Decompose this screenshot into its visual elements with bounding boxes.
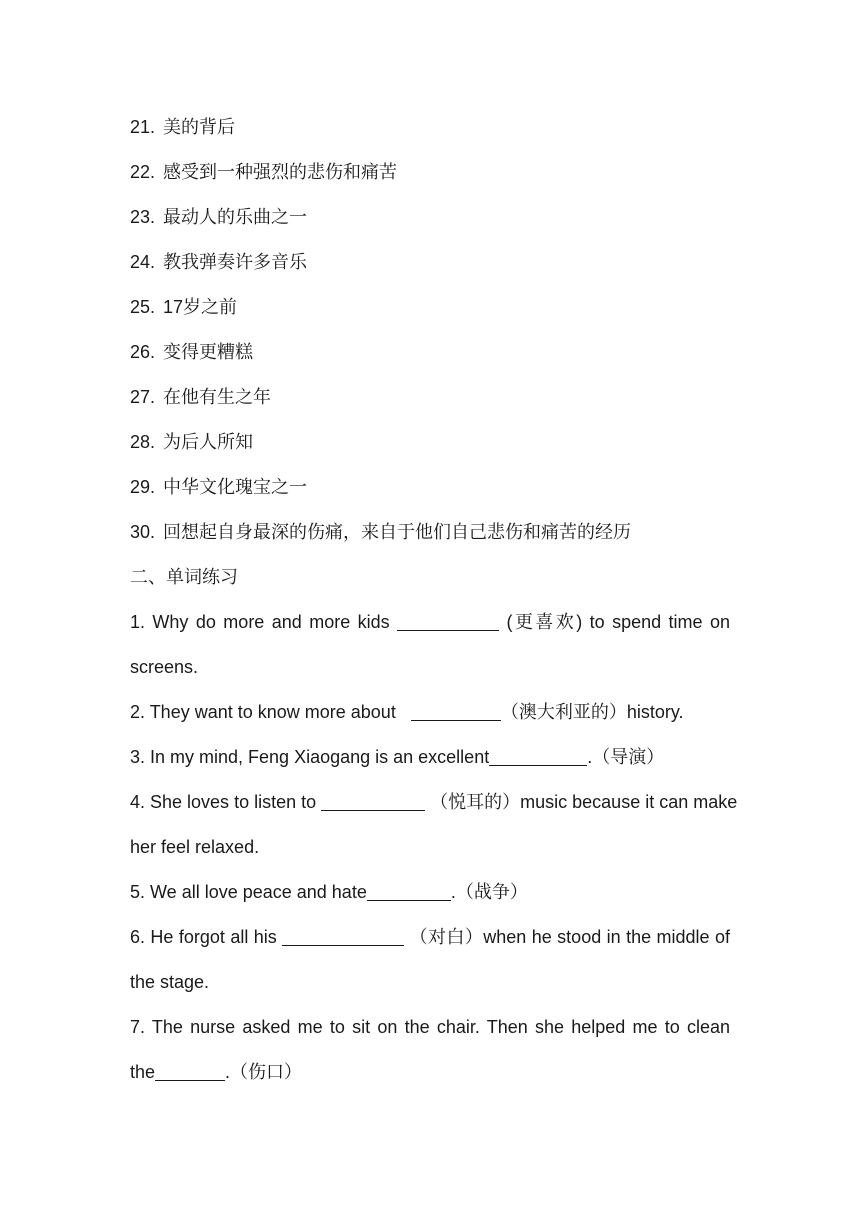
exercise-text: 5. We all love peace and hate — [130, 882, 367, 902]
phrase-item — [130, 105, 730, 150]
phrase-number: 26. — [130, 342, 156, 362]
phrase-number: 29. — [130, 477, 156, 497]
exercise-text: 2. They want to know more about — [130, 702, 401, 722]
phrase-text: 回想起自身最深的伤痛，来自于他们自己悲伤和痛苦的经历 — [163, 522, 632, 542]
answer-blank[interactable] — [367, 880, 451, 901]
section-title: 二、单词练习 — [130, 567, 238, 587]
phrase-number: 22. — [130, 162, 156, 182]
phrase-text: 中华文化瑰宝之一 — [163, 477, 308, 497]
exercise-1-line-2: screens. — [130, 657, 199, 677]
phrase-text: 感受到一种强烈的悲伤和痛苦 — [163, 162, 398, 182]
phrase-item — [130, 195, 730, 240]
exercise-text: （悦耳的）music because it can make — [430, 792, 738, 812]
phrase-text: 最动人的乐曲之一 — [163, 207, 308, 227]
phrase-number: 24. — [130, 252, 156, 272]
phrase-item — [130, 465, 730, 510]
phrase-item — [130, 420, 730, 465]
exercise-text: the — [130, 1062, 156, 1082]
answer-blank[interactable] — [489, 745, 587, 766]
exercise-text: 1. Why do more and more kids — [130, 612, 390, 632]
phrase-number: 25. — [130, 297, 156, 317]
exercise-text: 3. In my mind, Feng Xiaogang is an excellent — [130, 747, 490, 767]
phrase-item — [130, 240, 730, 285]
phrase-item — [130, 285, 730, 330]
exercise-6-line-2: the stage. — [130, 972, 210, 992]
exercise-text: .（战争） — [450, 882, 528, 902]
exercise-text: （对白）when he stood in the middle of — [409, 927, 730, 947]
phrase-text: 17岁之前 — [163, 297, 238, 317]
phrase-number: 27. — [130, 387, 156, 407]
phrase-item — [130, 375, 730, 420]
phrase-number: 21. — [130, 117, 156, 137]
phrase-text: 美的背后 — [163, 117, 236, 137]
answer-blank[interactable] — [411, 700, 501, 721]
exercise-7-line-2 — [130, 1050, 730, 1095]
exercise-text: .（导演） — [587, 747, 665, 767]
answer-blank[interactable] — [321, 790, 425, 811]
phrase-item — [130, 330, 730, 375]
phrase-item — [130, 150, 730, 195]
exercise-5 — [130, 870, 730, 915]
phrase-text: 在他有生之年 — [163, 387, 272, 407]
phrase-number: 23. — [130, 207, 156, 227]
exercise-text: （澳大利亚的）history. — [500, 702, 684, 722]
answer-blank[interactable] — [282, 925, 404, 946]
document-content — [130, 105, 738, 1095]
exercise-text: .（伤口） — [225, 1062, 303, 1082]
phrase-text: 为后人所知 — [163, 432, 254, 452]
answer-blank[interactable] — [155, 1060, 225, 1081]
exercise-6-line-1 — [130, 915, 730, 960]
phrase-text: 教我弹奏许多音乐 — [163, 252, 308, 272]
phrase-item — [130, 510, 730, 555]
exercise-4-line-1 — [130, 780, 738, 825]
exercise-4-line-2: her feel relaxed. — [130, 837, 260, 857]
answer-blank[interactable] — [397, 610, 499, 631]
phrase-number: 28. — [130, 432, 156, 452]
exercise-text: (更喜欢) to spend time on — [506, 612, 730, 632]
exercise-2 — [130, 690, 730, 735]
exercise-7-line-1: 7. The nurse asked me to sit on the chair. Then she helped me to clean — [130, 1017, 730, 1037]
exercise-3 — [130, 735, 730, 780]
exercise-text: 4. She loves to listen to — [130, 792, 317, 812]
exercise-1-line-1 — [130, 600, 730, 645]
phrase-number: 30. — [130, 522, 156, 542]
exercise-text: 6. He forgot all his — [130, 927, 277, 947]
phrase-text: 变得更糟糕 — [163, 342, 254, 362]
